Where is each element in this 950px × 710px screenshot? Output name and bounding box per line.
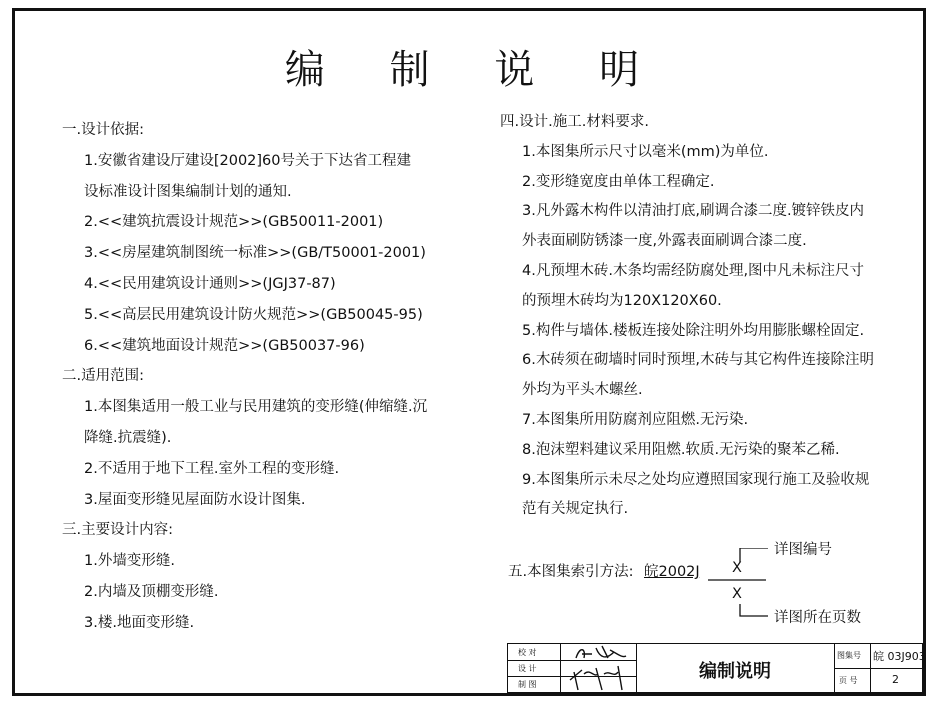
page-number: 2 (892, 673, 899, 686)
text-line: 9.本图集所示未尽之处均应遵照国家现行施工及验收规 (522, 471, 870, 488)
text-line: 6.木砖须在砌墙时同时预埋,木砖与其它构件连接除注明 (522, 352, 874, 369)
text-line: 外均为平头木螺丝. (522, 382, 643, 399)
text-line: 2.变形缝宽度由单体工程确定. (522, 173, 715, 190)
text-line: 二.适用范围: (62, 368, 144, 385)
text-line: 2.内墙及顶棚变形缝. (84, 584, 219, 600)
index-method (508, 542, 908, 638)
text-line: 3.<<房屋建筑制图统一标准>>(GB/T50001-2001) (84, 245, 426, 262)
text-line: 外表面刷防锈漆一度,外露表面刷调合漆二度. (522, 233, 807, 250)
callout-detail-page: 详图所在页数 (774, 610, 861, 626)
atlas-number-label: 图集号 (837, 651, 861, 660)
index-x-bottom: X (732, 586, 742, 602)
text-line: 3.楼.地面变形缝. (84, 614, 195, 631)
text-line: 一.设计依据: (62, 122, 144, 138)
text-line: 四.设计.施工.材料要求. (500, 114, 649, 130)
text-line: 三.主要设计内容: (62, 522, 173, 539)
callout-detail-number: 详图编号 (774, 542, 832, 558)
text-line: 8.泡沫塑料建议采用阻燃.软质.无污染的聚苯乙稀. (522, 441, 840, 458)
index-x-top: X (732, 560, 742, 576)
text-line: 3.凡外露木构件以清油打底,刷调合漆二度.镀锌铁皮内 (522, 203, 865, 220)
page-title: 编 制 说 明 (284, 47, 666, 93)
text-line: 7.本图集所用防腐剂应阻燃.无污染. (522, 412, 749, 428)
text-line: 4.<<民用建筑设计通则>>(JGJ37-87) (84, 276, 336, 292)
text-line: 2.<<建筑抗震设计规范>>(GB50011-2001) (84, 214, 384, 231)
text-line: 1.安徽省建设厅建设[2002]60号关于下达省工程建 (84, 152, 411, 169)
label-design: 设 计 (518, 664, 537, 673)
text-line: 1.本图集所示尺寸以毫米(mm)为单位. (522, 143, 769, 160)
drawing-name: 编制说明 (699, 661, 771, 682)
page-number-label: 页 号 (839, 676, 858, 685)
right-column (500, 110, 920, 540)
text-line: 4.凡预埋木砖.木条均需经防腐处理,图中凡未标注尺寸 (522, 263, 865, 279)
signature-draw (562, 644, 636, 692)
index-code: 皖2002J (644, 564, 700, 580)
text-line: 5.<<高层民用建筑设计防火规范>>(GB50045-95) (84, 306, 423, 323)
text-line: 降缝.抗震缝). (84, 430, 172, 446)
text-line: 的预埋木砖均为120X120X60. (522, 292, 722, 309)
left-column (62, 118, 472, 638)
index-label: 五.本图集索引方法: (508, 564, 634, 580)
text-line: 2.不适用于地下工程.室外工程的变形缝. (84, 460, 340, 477)
text-line: 6.<<建筑地面设计规范>>(GB50037-96) (84, 337, 365, 354)
text-line: 范有关规定执行. (522, 501, 629, 518)
label-draw: 制 图 (518, 680, 537, 689)
label-check: 校 对 (518, 648, 537, 657)
atlas-number: 皖 03J903 (873, 650, 926, 663)
text-line: 设标准设计图集编制计划的通知. (84, 183, 292, 200)
title-block (507, 643, 926, 693)
text-line: 1.本图集适用一般工业与民用建筑的变形缝(伸缩缝.沉 (84, 399, 428, 416)
text-line: 1.外墙变形缝. (84, 553, 175, 570)
text-line: 3.屋面变形缝见屋面防水设计图集. (84, 491, 306, 508)
text-line: 5.构件与墙体.楼板连接处除注明外均用膨胀螺栓固定. (522, 322, 865, 339)
